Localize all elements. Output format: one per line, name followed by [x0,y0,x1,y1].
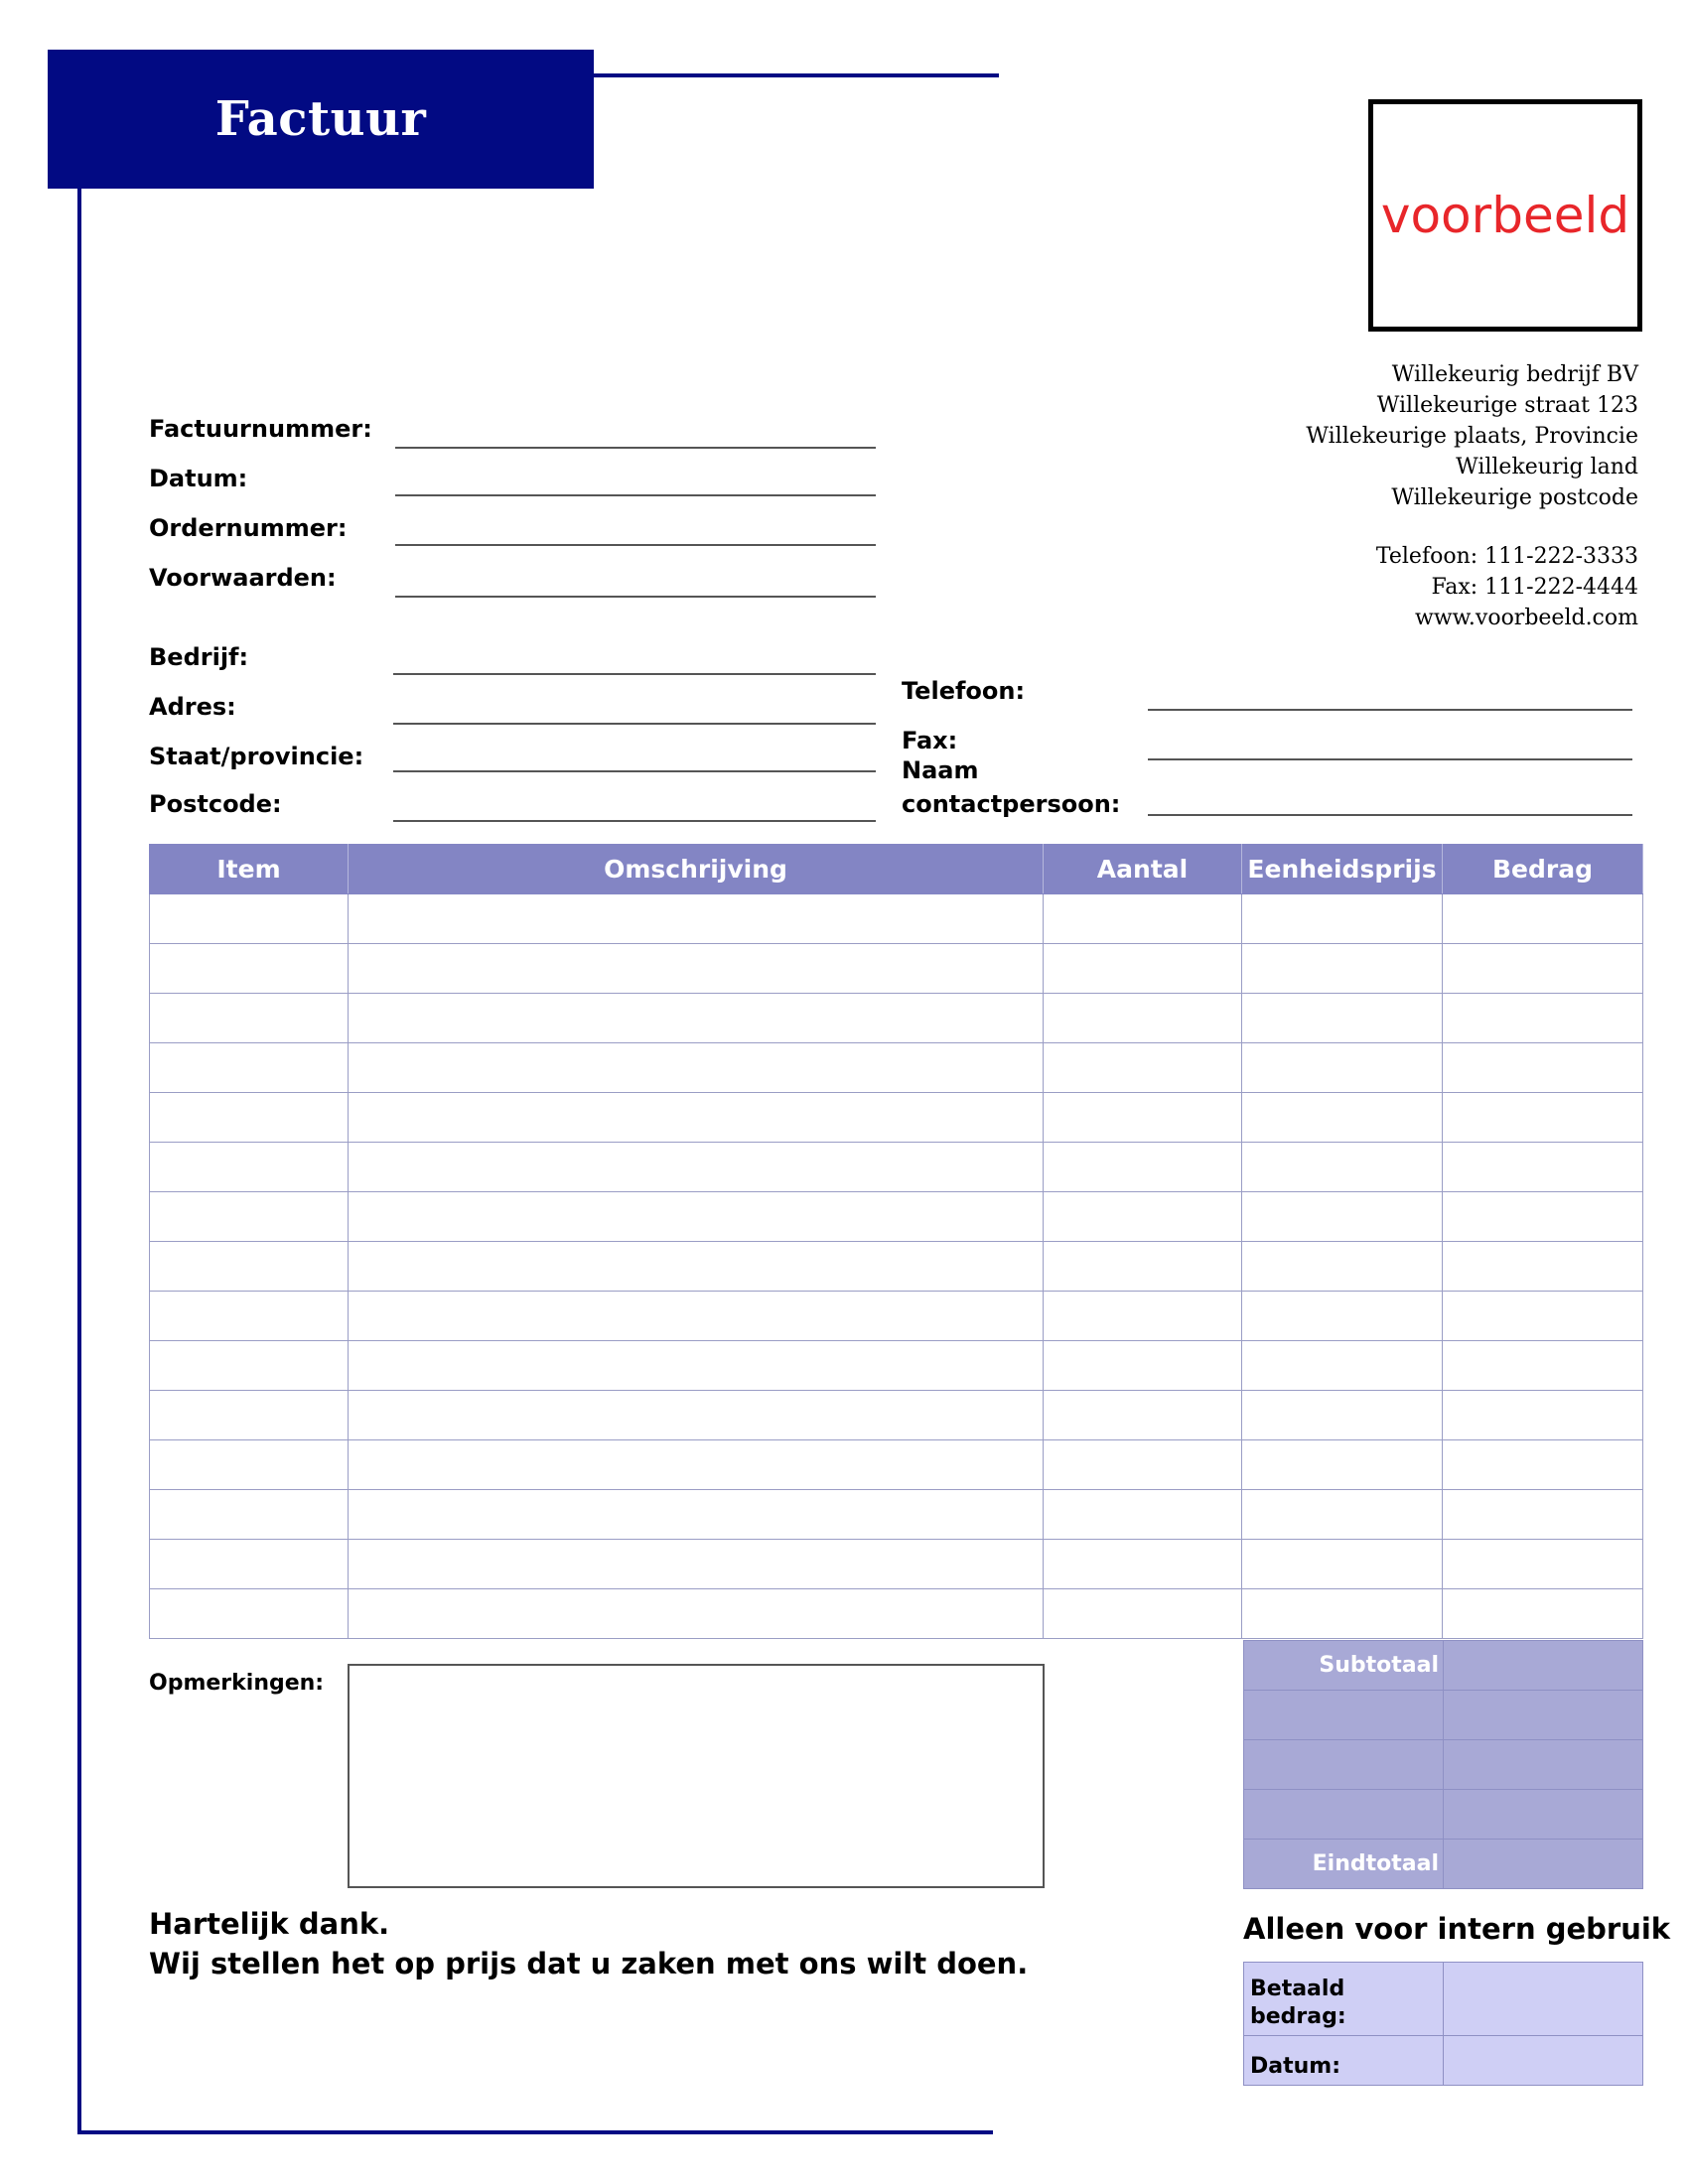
customer-company-label: Bedrijf: [149,643,249,671]
table-row [150,1440,1643,1490]
internal-row-date [1244,2036,1643,2086]
table-cell[interactable] [349,1490,1044,1540]
table-cell[interactable] [1242,1540,1443,1589]
table-cell[interactable] [1242,1093,1443,1143]
table-cell[interactable] [1044,944,1242,994]
table-row [150,994,1643,1043]
table-cell[interactable] [1443,944,1643,994]
subtotal-label: Subtotaal [1244,1641,1444,1691]
date-label: Datum: [149,465,248,492]
customer-address-field[interactable] [393,723,876,725]
customer-address-label: Adres: [149,693,236,721]
table-cell[interactable] [349,1540,1044,1589]
table-cell[interactable] [150,1292,349,1341]
items-body [150,894,1643,1639]
table-cell[interactable] [1443,1093,1643,1143]
customer-company-field[interactable] [393,673,876,675]
totals-value-cell[interactable] [1444,1691,1643,1740]
terms-field[interactable] [395,596,876,598]
paid-amount-label [1244,1963,1444,2036]
table-cell[interactable] [1242,1490,1443,1540]
table-cell[interactable] [1242,1192,1443,1242]
table-cell[interactable] [1443,1490,1643,1540]
table-cell[interactable] [349,894,1044,944]
company-website[interactable]: www.voorbeeld.com [1415,606,1638,630]
contact-phone-label: Telefoon: [902,677,1026,705]
table-cell[interactable] [1242,1143,1443,1192]
table-cell[interactable] [1044,1093,1242,1143]
table-row [150,1540,1643,1589]
total-value[interactable] [1444,1840,1643,1889]
table-cell[interactable] [1044,1540,1242,1589]
table-cell[interactable] [1242,994,1443,1043]
table-cell[interactable] [1242,1292,1443,1341]
internal-date-value[interactable] [1444,2036,1643,2086]
table-row [150,1341,1643,1391]
table-cell[interactable] [150,1490,349,1540]
notes-box[interactable] [348,1664,1045,1888]
internal-date-label: Datum: [1244,2036,1444,2086]
logo-text: voorbeeld [1380,187,1630,244]
table-cell[interactable] [1044,1440,1242,1490]
table-cell[interactable] [150,994,349,1043]
customer-state-field[interactable] [393,770,876,772]
column-header-quantity: Aantal [1044,845,1242,894]
contact-name-label-line2: contactpersoon: [902,790,1121,818]
paid-amount-label-line2: bedrag: [1250,2004,1346,2029]
top-rule [594,73,999,77]
company-name: Willekeurig bedrijf BV [1391,362,1638,387]
table-cell[interactable] [1443,1143,1643,1192]
table-cell[interactable] [349,1292,1044,1341]
thank-you-line2: Wij stellen het op prijs dat u zaken met ons wilt doen. [149,1947,1029,1980]
subtotal-value[interactable] [1444,1641,1643,1691]
table-cell[interactable] [349,1043,1044,1093]
table-cell[interactable] [150,1043,349,1093]
table-cell[interactable] [150,1192,349,1242]
company-phone: Telefoon: 111-222-3333 [1375,544,1638,569]
table-cell[interactable] [349,1440,1044,1490]
company-info [1142,359,1638,633]
company-city: Willekeurige plaats, Provincie [1306,424,1638,449]
table-cell[interactable] [150,1391,349,1440]
table-cell[interactable] [1044,1391,1242,1440]
table-row [150,944,1643,994]
table-cell[interactable] [1443,1292,1643,1341]
table-cell[interactable] [1443,1589,1643,1639]
table-cell[interactable] [1242,1391,1443,1440]
terms-label: Voorwaarden: [149,564,337,592]
invoice-number-field[interactable] [395,447,876,449]
table-row [150,1589,1643,1639]
date-field[interactable] [395,494,876,496]
table-cell[interactable] [1044,1490,1242,1540]
table-cell[interactable] [1242,1589,1443,1639]
logo [1368,99,1642,332]
table-cell[interactable] [1044,1589,1242,1639]
table-cell[interactable] [150,1540,349,1589]
table-cell[interactable] [1044,1292,1242,1341]
table-row [150,1143,1643,1192]
table-cell[interactable] [150,1440,349,1490]
totals-row [1244,1740,1643,1790]
table-cell[interactable] [1242,1043,1443,1093]
totals-row-total [1244,1840,1643,1889]
table-cell[interactable] [150,894,349,944]
notes-label: Opmerkingen: [149,1671,325,1696]
contact-name-label-line1: Naam [902,756,979,784]
table-row [150,1391,1643,1440]
table-cell[interactable] [1443,1242,1643,1292]
table-cell[interactable] [1242,1440,1443,1490]
contact-fax-label: Fax: [902,727,958,754]
paid-amount-label-line1: Betaald [1250,1977,1345,2001]
table-cell[interactable] [349,1391,1044,1440]
items-table [149,844,1643,1639]
table-cell[interactable] [1044,1242,1242,1292]
customer-postcode-field[interactable] [393,820,876,822]
table-cell[interactable] [1443,1192,1643,1242]
totals-table [1243,1640,1643,1889]
company-country: Willekeurig land [1456,455,1638,479]
table-cell[interactable] [349,944,1044,994]
table-cell[interactable] [1044,1043,1242,1093]
table-cell[interactable] [1443,1540,1643,1589]
total-label: Eindtotaal [1244,1840,1444,1889]
contact-name-field[interactable] [1148,814,1632,816]
table-cell[interactable] [1443,894,1643,944]
order-number-field[interactable] [395,544,876,546]
table-cell[interactable] [1044,994,1242,1043]
totals-value-cell[interactable] [1444,1740,1643,1790]
table-cell[interactable] [1443,1043,1643,1093]
thank-you-message [149,1904,1028,1983]
totals-label-cell [1244,1790,1444,1840]
table-cell[interactable] [1443,1391,1643,1440]
table-cell[interactable] [150,1143,349,1192]
internal-use-title: Alleen voor intern gebruik [1243,1912,1671,1946]
totals-label-cell [1244,1740,1444,1790]
contact-fax-field[interactable] [1148,758,1632,760]
column-header-description: Omschrijving [349,845,1044,894]
totals-row [1244,1790,1643,1840]
table-row [150,1043,1643,1093]
table-cell[interactable] [1044,1192,1242,1242]
table-row [150,1093,1643,1143]
table-cell[interactable] [1044,1143,1242,1192]
order-number-label: Ordernummer: [149,514,348,542]
table-cell[interactable] [1242,894,1443,944]
company-postcode: Willekeurige postcode [1391,485,1638,510]
table-cell[interactable] [1242,944,1443,994]
totals-value-cell[interactable] [1444,1790,1643,1840]
table-cell[interactable] [1242,1341,1443,1391]
column-header-item: Item [150,845,349,894]
table-header-row [150,845,1643,894]
bottom-rule [77,2130,993,2134]
table-cell[interactable] [1044,1341,1242,1391]
customer-postcode-label: Postcode: [149,790,282,818]
table-cell[interactable] [150,1341,349,1391]
contact-phone-field[interactable] [1148,709,1632,711]
company-street: Willekeurige straat 123 [1376,393,1638,418]
totals-row [1244,1691,1643,1740]
table-cell[interactable] [349,1143,1044,1192]
table-cell[interactable] [150,944,349,994]
totals-row-subtotal [1244,1641,1643,1691]
table-cell[interactable] [1443,1341,1643,1391]
table-cell[interactable] [349,1242,1044,1292]
company-fax: Fax: 111-222-4444 [1431,575,1638,600]
table-cell[interactable] [349,1589,1044,1639]
column-header-amount: Bedrag [1443,845,1643,894]
table-cell[interactable] [1443,1440,1643,1490]
page-title: Factuur [214,91,427,147]
table-cell[interactable] [349,1192,1044,1242]
internal-use-table [1243,1962,1643,2086]
table-row [150,1490,1643,1540]
customer-state-label: Staat/provincie: [149,743,364,770]
table-cell[interactable] [349,1341,1044,1391]
table-cell[interactable] [1443,994,1643,1043]
table-row [150,1192,1643,1242]
left-rule [77,189,81,2134]
totals-label-cell [1244,1691,1444,1740]
table-cell[interactable] [1044,894,1242,944]
paid-amount-value[interactable] [1444,1963,1643,2036]
column-header-unit-price: Eenheidsprijs [1242,845,1443,894]
table-row [150,1242,1643,1292]
table-cell[interactable] [150,1093,349,1143]
invoice-number-label: Factuurnummer: [149,415,372,443]
table-cell[interactable] [1242,1242,1443,1292]
table-cell[interactable] [150,1242,349,1292]
internal-row-paid [1244,1963,1643,2036]
thank-you-line1: Hartelijk dank. [149,1907,390,1941]
title-block [48,50,594,189]
table-row [150,1292,1643,1341]
table-row [150,894,1643,944]
table-cell[interactable] [349,1093,1044,1143]
table-cell[interactable] [150,1589,349,1639]
table-cell[interactable] [349,994,1044,1043]
